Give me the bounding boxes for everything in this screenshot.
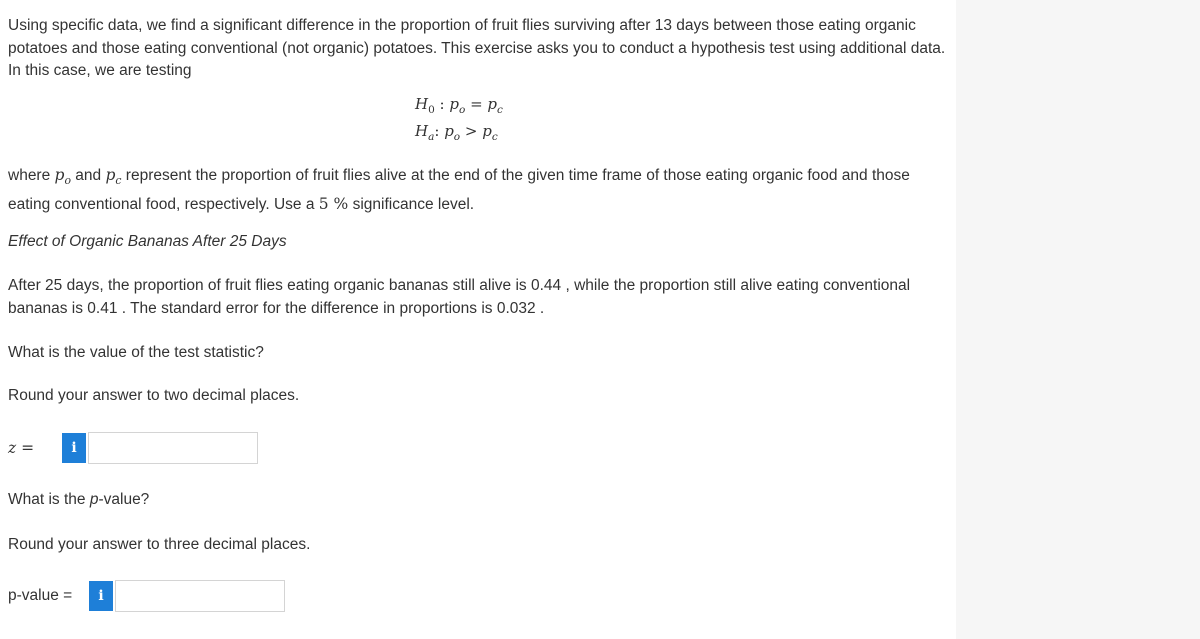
test-statistic-field [8, 432, 258, 464]
p-value-field [8, 580, 285, 612]
test-statistic-instruction: Round your answer to two decimal places. [8, 387, 300, 404]
z-input[interactable] [88, 432, 258, 464]
test-statistic-question: What is the value of the test statistic? [8, 344, 264, 361]
intro-paragraph: Using specific data, we find a significant difference in the proportion of fruit flies surviving after 13 days between those eating organic potatoes and those eating conventional (not organic) potatoes. This exercise asks you to conduct a hypothesis test using additional data. In this case, we are testing [8, 17, 946, 79]
z-label: z = [8, 439, 35, 457]
p-value-instruction: Round your answer to three decimal places. [8, 536, 311, 553]
null-hypothesis: $H_0$ : $p_o = p_c$ [415, 95, 503, 116]
info-icon[interactable]: i [89, 581, 113, 611]
p-value-label: p-value = [8, 587, 73, 604]
p-value-question: What is the p-value? [8, 491, 150, 508]
info-icon[interactable]: i [62, 433, 86, 463]
definition-paragraph: where $p_o$ and $p_c$ represent the proportion of fruit flies alive at the end of the given time frame of those eating organic food and those eating conventional food, respectively. Use a 5 % significance level. [8, 166, 910, 213]
data-paragraph: After 25 days, the proportion of fruit flies eating organic bananas still alive is 0.44 , while the proportion still alive eating conventional bananas is 0.41 . The standard error for the difference in proportions is 0.032 . [8, 277, 911, 317]
p-value-input[interactable] [115, 580, 285, 612]
section-title: Effect of Organic Bananas After 25 Days [8, 233, 287, 250]
alternative-hypothesis: $H_a$: $p_o > p_c$ [415, 122, 498, 143]
right-side-panel [956, 0, 1200, 639]
